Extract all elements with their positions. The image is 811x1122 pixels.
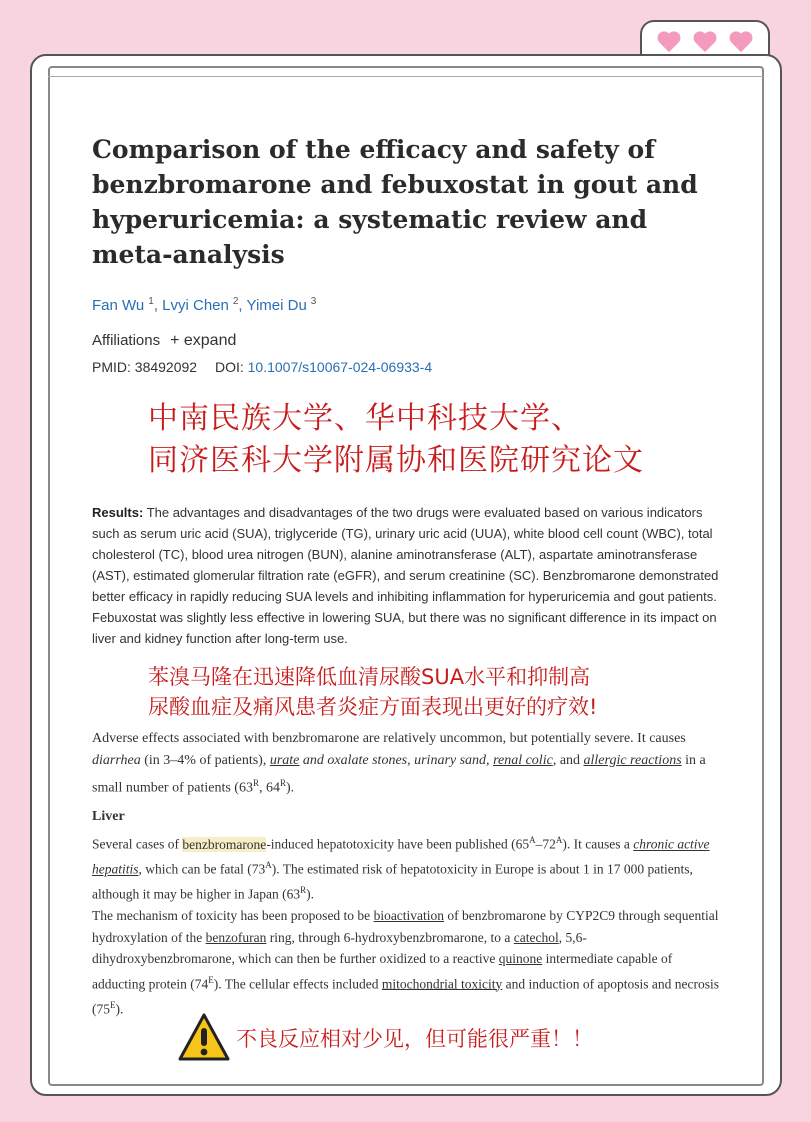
link-catechol[interactable]: catechol (513, 929, 559, 945)
text-run: intermediate capable of adducting protein (74 (92, 951, 673, 991)
text-run: ). The estimated risk of hepatotoxicity in Europe is about 1 in 17 000 patients, although it may be higher in Japan (63 (92, 861, 693, 902)
author-link[interactable]: Fan Wu (92, 297, 145, 314)
adverse-effects-paragraph (92, 728, 724, 800)
reference-sup: E (110, 999, 116, 1010)
text-run: in a small number of patients (63 (92, 753, 706, 796)
doi-link[interactable]: 10.1007/s10067-024-06933-4 (247, 359, 433, 375)
text-run: ). (115, 1001, 124, 1016)
results-text: The advantages and disadvantages of the two drugs were evaluated based on various indicators such as serum uric acid (SUA), triglyceride (TG), urinary uric acid (UUA), white blood cell count (WBC), total cholesterol (TC), blood urea nitrogen (BUN), alanine aminotransferase (ALT), aspartate aminotransferase (AST), estimated glomerular filtration rate (eGFR), and serum creatinine (SC). Benzbromarone demonstrated better efficacy in rapidly reducing SUA levels and inhibiting inflammation for hyperuricemia and gout patients. Febuxostat was slightly less effective in lowering SUA, but there was no significant difference in its impact on liver and kidney function after long-term use. (92, 505, 719, 646)
affiliations-label: Affiliations (92, 332, 161, 349)
doi-label: DOI: (214, 359, 244, 375)
link-renal-colic[interactable]: renal colic (493, 753, 553, 768)
author-link[interactable]: Lvyi Chen (162, 297, 229, 314)
text-run: of benzbromarone by CYP2C9 through sequential hydroxylation of the (92, 908, 719, 945)
reference-sup: R (252, 778, 259, 788)
identifiers-row (92, 359, 432, 375)
text-run: ring, through 6-hydroxybenzbromarone, to a (266, 929, 514, 945)
annotation-line: 同济医科大学附属协和医院研究论文 (148, 443, 644, 478)
affiliations-row (92, 332, 236, 350)
warning-icon (178, 1012, 230, 1064)
expand-button[interactable]: + expand (170, 332, 237, 349)
results-paragraph (92, 502, 728, 649)
link-quinone[interactable]: quinone (498, 951, 543, 966)
text-run: ). (286, 780, 295, 796)
results-label: Results: (92, 505, 144, 520)
heart-icon (657, 32, 681, 54)
annotation-line: 苯溴马隆在迅速降低血清尿酸SUA水平和抑制高 (148, 665, 591, 689)
link-urate[interactable]: urate (269, 753, 300, 768)
heart-icon (693, 32, 717, 54)
text-run: -induced hepatotoxicity have been published (65 (266, 836, 530, 852)
reference-sup: A (529, 835, 536, 845)
author-link[interactable]: Yimei Du (246, 297, 307, 314)
text-run: ). It causes a (562, 836, 634, 852)
text-run: ). (306, 886, 314, 902)
text-run: , 64 (258, 780, 280, 796)
text-run: , which can be fatal (73 (138, 861, 266, 877)
author-affiliation-number[interactable]: 3 (310, 296, 317, 307)
reference-sup: A (265, 860, 272, 870)
article-title: Comparison of the efficacy and safety of benzbromarone and febuxostat in gout and hyperuricemia: a systematic review and meta-analysis (92, 135, 698, 269)
text-run: and oxalate stones, urinary sand, (299, 753, 494, 768)
text-run: The mechanism of toxicity has been proposed to be (92, 908, 374, 923)
pmid-value: 38492092 (134, 359, 198, 375)
text-run: , and (552, 753, 584, 768)
author-affiliation-number[interactable]: 1 (148, 296, 154, 307)
efficacy-annotation (148, 662, 597, 722)
link-bioactivation[interactable]: bioactivation (373, 908, 445, 923)
annotation-line: 中南民族大学、华中科技大学、 (148, 401, 582, 436)
reference-sup: R (279, 778, 286, 788)
liver-paragraph-2 (92, 905, 726, 1020)
liver-section (92, 830, 726, 1020)
highlighted-term: benzbromarone (182, 836, 267, 852)
warning-annotation: 不良反应相对少见，但可能很严重！！ (236, 1027, 593, 1051)
reference-sup: E (208, 974, 214, 985)
liver-paragraph-1 (92, 830, 726, 905)
annotation-line: 尿酸血症及痛风患者炎症方面表现出更好的疗效! (148, 695, 598, 719)
text-run: Several cases of (92, 836, 183, 852)
text-run: , 5,6-dihydroxybenzbromarone, which can then be further oxidized to a reactive (92, 929, 587, 966)
text-run: Adverse effects associated with benzbromarone are relatively uncommon, but potentially severe. It causes (92, 731, 686, 746)
author-affiliation-number[interactable]: 2 (232, 296, 239, 307)
link-mitochondrial-toxicity[interactable]: mitochondrial toxicity (381, 976, 503, 991)
link-chronic-active-hepatitis[interactable]: chronic active hepatitis (92, 836, 710, 877)
term-diarrhea: diarrhea (92, 753, 141, 768)
divider (48, 76, 764, 77)
text-run: (in 3–4% of patients), (140, 753, 270, 768)
heart-icon (729, 32, 753, 54)
text-run: ). The cellular effects included (213, 976, 382, 991)
pmid-label: PMID: (92, 359, 131, 375)
link-allergic-reactions[interactable]: allergic reactions (583, 753, 682, 768)
reference-sup: A (555, 835, 563, 845)
author-list: Fan Wu $^1$, Lvyi Chen $^2$, Yimei Du $^3$ (92, 296, 317, 314)
text-run: –72 (535, 836, 556, 852)
institutions-annotation (148, 398, 644, 482)
text-run: and induction of apoptosis and necrosis (75 (92, 976, 719, 1016)
reference-sup: R (300, 885, 307, 895)
liver-heading: Liver (92, 809, 125, 824)
link-benzofuran[interactable]: benzofuran (205, 929, 267, 945)
